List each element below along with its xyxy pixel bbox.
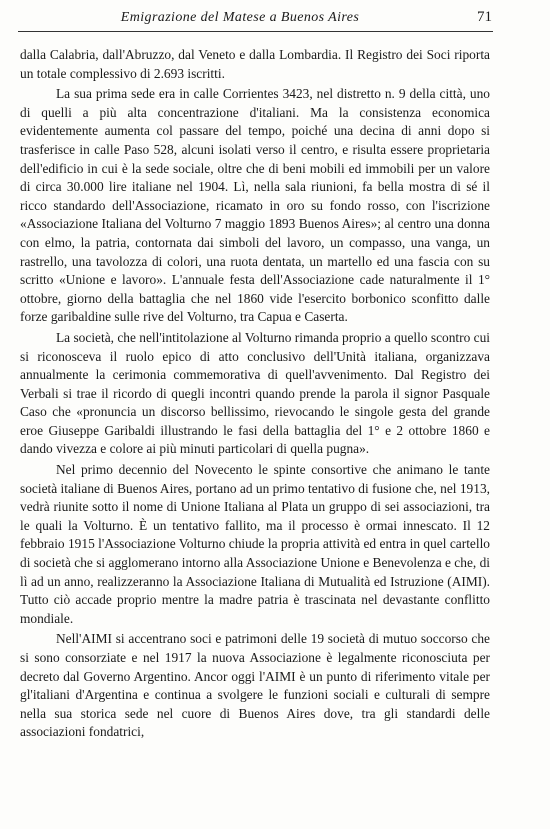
paragraph-1: dalla Calabria, dall'Abruzzo, dal Veneto e dalla Lombardia. Il Registro dei Soci riporta un totale complessivo di 2.693 iscritti. <box>20 47 490 81</box>
page-number: 71 <box>477 9 492 25</box>
running-head <box>20 8 490 30</box>
running-title: Emigrazione del Matese a Buenos Aires <box>120 10 360 25</box>
paragraph-5: Nell'AIMI si accentrano soci e patrimoni delle 19 società di mutuo soccorso che si sono consorziate e nel 1917 la nuova Associazione è legalmente riconosciuta per decreto dal Governo Argentino. Ancor oggi l'AIMI è un punto di riferimento vitale per gl'italiani d'Argentina e continua a svolgere le funzioni sociali e culturali di sempre nella sua storica sede nel cuore di Buenos Aires dove, tra gli standardi delle associazioni fondatrici, <box>20 631 490 740</box>
paragraph-4: Nel primo decennio del Novecento le spinte consortive che animano le tante società italiane di Buenos Aires, portano ad un primo tentativo di fusione che, nel 1913, vedrà riunite sotto il nome di Unione Italiana al Plata un gruppo di sei associazioni, tra le quali la Volturno. È un tentativo fallito, ma il processo è ormai innescato. Il 12 febbraio 1915 l'Associazione Volturno chiude la propria attività ed entra in quel cartello di società che si agglomerano intorno alla Associazione Unione e Benevolenza e che, di lì ad un anno, realizzeranno la Associazione Italiana di Mutualità ed Istruzione (AIMI). Tutto ciò accade proprio mentre la madre patria è trascinata nel devastante conflitto mondiale. <box>20 462 490 626</box>
paragraph-2: La sua prima sede era in calle Corrientes 3423, nel distretto n. 9 della città, uno di quelli a più alta concentrazione d'italiani. Ma la consistenza economica evidentemente aumenta col passare del tempo, poiché una decina di anni dopo si trasferisce in calle Paso 528, alcuni isolati verso il centro, e risulta essere proprietaria dell'edificio in cui è la sede sociale, oltre che di beni mobili ed immobili per un valore di circa 30.000 lire italiane nel 1904. Lì, nella sala riunioni, fa bella mostra di sé il ricco standardo dell'Associazione, ricamato in oro su fondo rosso, con l'iscrizione «Associazione Italiana del Volturno 7 maggio 1893 Buenos Aires»; al centro una donna con elmo, la patria, contornata dai simboli del lavoro, un compasso, una vanga, un rastrello, una tavolozza di colori, una ruota dentata, un martello ed una fascia con su scritto «Unione e lavoro». L'annuale festa dell'Associazione cade naturalmente il 1° ottobre, giorno della battaglia che nel 1860 vide l'esercito borbonico sconfitto dalle forze garibaldine sulle rive del Volturno, tra Capua e Caserta. <box>20 86 490 325</box>
header-rule <box>18 31 493 32</box>
paragraph-3: La società, che nell'intitolazione al Volturno rimanda proprio a quello scontro cui si riconosceva il ruolo epico di atto conclusivo dell'Unità italiana, organizzava annualmente la cerimonia commemorativa di quell'avvenimento. Dal Registro dei Verbali si trae il ricordo di quegli incontri quando prende la parola il signor Pasquale Caso che «pronuncia un discorso bellissimo, rievocando le singole gesta del grande eroe Giuseppe Garibaldi illustrando le fasi della battaglia del 1° e 2 ottobre 1860 e dando vivezza e colore ai più minuti particolari di quella pugna». <box>20 329 491 457</box>
body-text <box>20 46 490 742</box>
